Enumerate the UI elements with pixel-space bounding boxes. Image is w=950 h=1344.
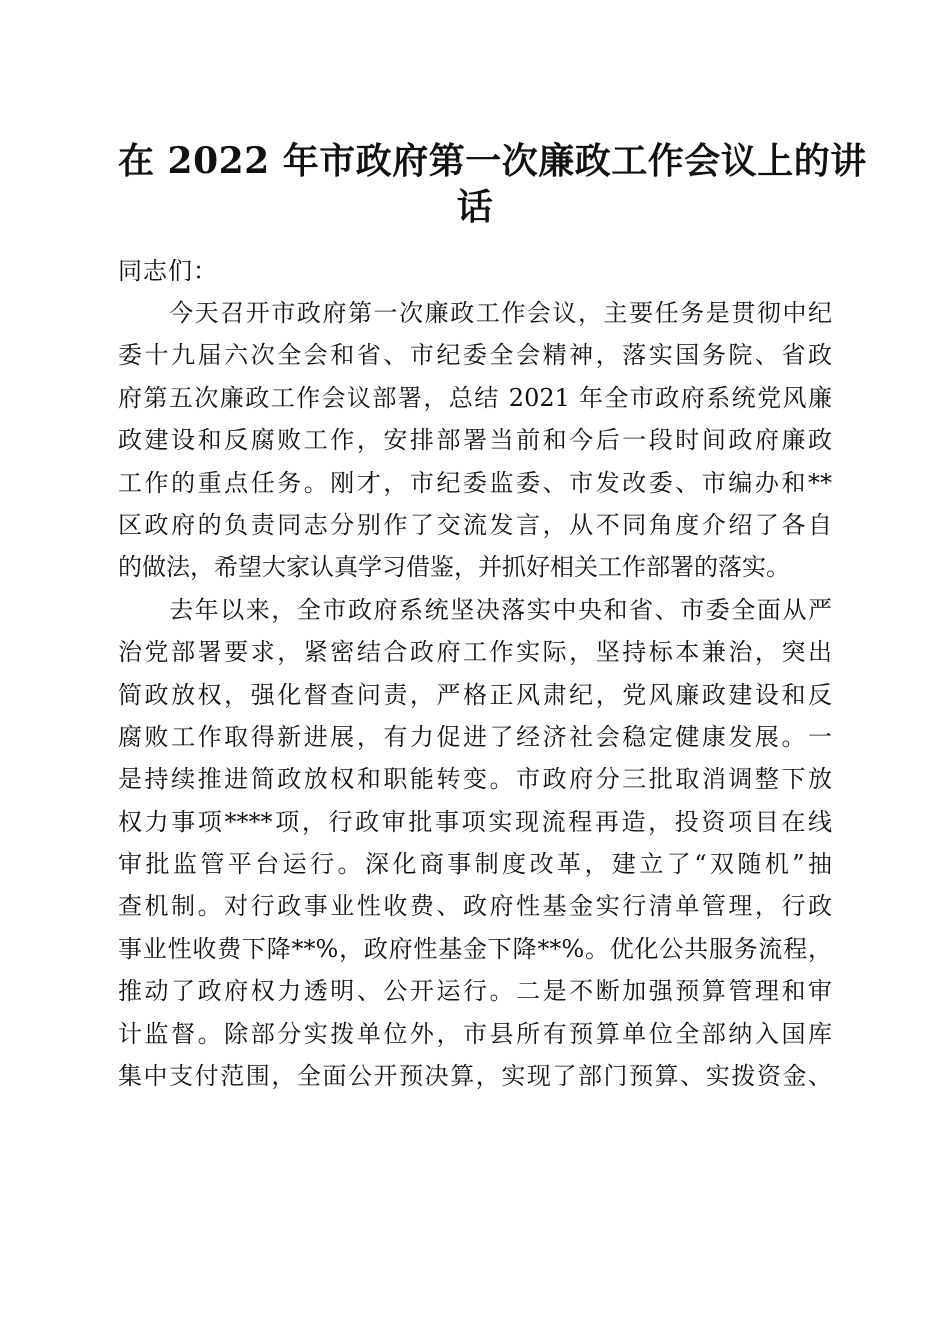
text-line: 审批监管平台运行。深化商事制度改革，建立了“双随机”抽	[118, 850, 832, 879]
text-line: 腐败工作取得新进展，有力促进了经济社会稳定健康发展。一	[118, 722, 832, 751]
text-line: 推动了政府权力透明、公开运行。二是不断加强预算管理和审	[118, 977, 832, 1006]
text-line: 事业性收费下降**%，政府性基金下降**%。优化公共服务流程，	[118, 934, 832, 963]
salutation: 同志们：	[118, 257, 218, 285]
text-line: 政建设和反腐败工作，安排部署当前和今后一段时间政府廉政	[118, 426, 832, 455]
text-line: 委十九届六次全会和省、市纪委全会精神，落实国务院、省政	[118, 341, 832, 370]
text-line: 集中支付范围，全面公开预决算，实现了部门预算、实拨资金、	[118, 1062, 832, 1091]
text-line: 治党部署要求，紧密结合政府工作实际，坚持标本兼治，突出	[118, 638, 832, 667]
text-line: 查机制。对行政事业性收费、政府性基金实行清单管理，行政	[118, 892, 832, 921]
text-line: 的做法，希望大家认真学习借鉴，并抓好相关工作部署的落实。	[118, 553, 790, 582]
text-line: 是持续推进简政放权和职能转变。市政府分三批取消调整下放	[118, 765, 832, 794]
document-title	[118, 138, 867, 230]
text-line: 府第五次廉政工作会议部署，总结 2021 年全市政府系统党风廉	[118, 383, 832, 412]
text-line: 工作的重点任务。刚才，市纪委监委、市发改委、市编办和**	[118, 468, 832, 497]
document-body	[118, 250, 832, 1097]
text-line: 今天召开市政府第一次廉政工作会议，主要任务是贯彻中纪	[118, 299, 832, 327]
paragraph-1	[118, 292, 832, 589]
text-line: 简政放权，强化督查问责，严格正风肃纪，党风廉政建设和反	[118, 680, 832, 709]
text-line: 权力事项****项，行政审批事项实现流程再造，投资项目在线	[118, 807, 832, 836]
text-line: 计监督。除部分实拨单位外，市县所有预算单位全部纳入国库	[118, 1019, 832, 1048]
paragraph-2	[118, 589, 832, 1098]
title-line: 话	[456, 186, 494, 228]
text-line: 区政府的负责同志分别作了交流发言，从不同角度介绍了各自	[118, 510, 832, 539]
title-line: 在 2022 年市政府第一次廉政工作会议上的讲	[118, 140, 867, 182]
text-line: 去年以来，全市政府系统坚决落实中央和省、市委全面从严	[118, 595, 832, 624]
